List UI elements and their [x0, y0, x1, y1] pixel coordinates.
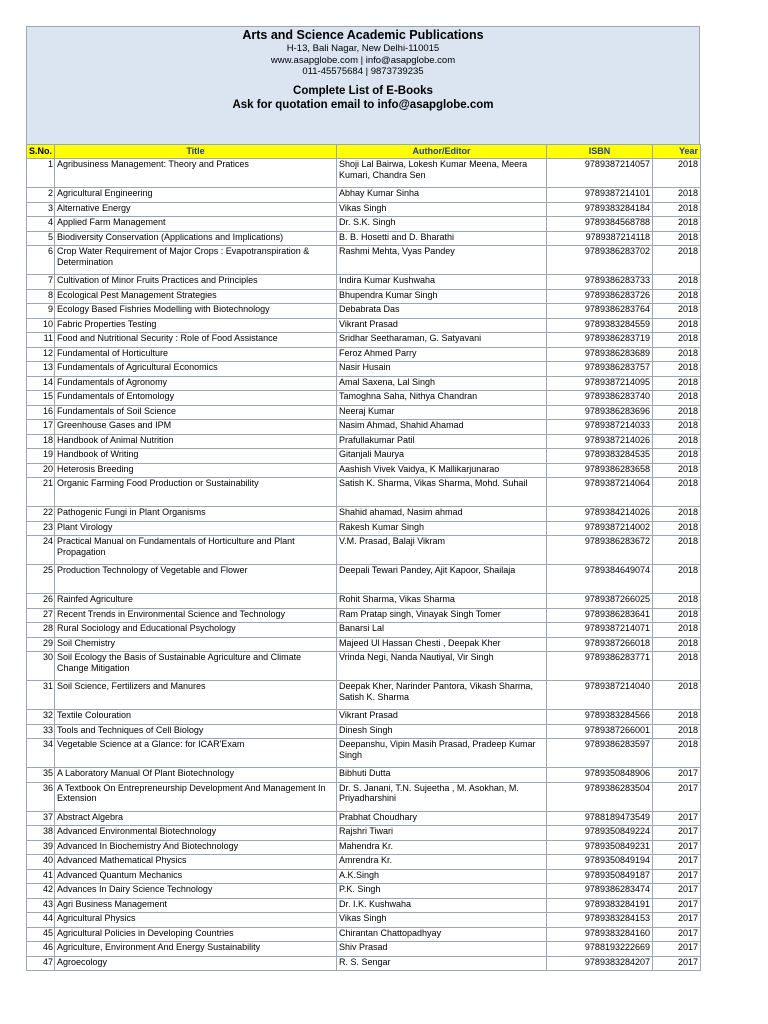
cell-year: 2018	[653, 188, 701, 203]
publisher-name: Arts and Science Academic Publications	[242, 28, 484, 42]
cell-year: 2018	[653, 304, 701, 319]
table-row	[27, 347, 701, 362]
cell-sno: 8	[27, 289, 55, 304]
publisher-header	[26, 26, 700, 144]
table-row	[27, 855, 701, 870]
cell-author: Bibhuti Dutta	[337, 768, 547, 783]
cell-title: Organic Farming Food Production or Sustainability	[55, 478, 337, 507]
cell-isbn: 9789384568788	[547, 217, 653, 232]
cell-year: 2017	[653, 898, 701, 913]
table-row	[27, 246, 701, 275]
cell-year: 2018	[653, 724, 701, 739]
cell-title: Handbook of Writing	[55, 449, 337, 464]
table-row	[27, 362, 701, 377]
cell-isbn: 9789384649074	[547, 565, 653, 594]
table-row	[27, 782, 701, 811]
table-row	[27, 594, 701, 609]
column-header-author: Author/Editor	[337, 145, 547, 159]
table-row	[27, 521, 701, 536]
cell-sno: 41	[27, 869, 55, 884]
cell-sno: 20	[27, 463, 55, 478]
cell-title: Advanced Environmental Biotechnology	[55, 826, 337, 841]
cell-author: Dinesh Singh	[337, 724, 547, 739]
cell-author: Shahid ahamad, Nasim ahmad	[337, 507, 547, 522]
cell-title: Pathogenic Fungi in Plant Organisms	[55, 507, 337, 522]
cell-isbn: 9789383284191	[547, 898, 653, 913]
cell-isbn: 9789387214064	[547, 478, 653, 507]
table-row	[27, 304, 701, 319]
cell-year: 2018	[653, 289, 701, 304]
cell-sno: 43	[27, 898, 55, 913]
table-row	[27, 826, 701, 841]
cell-title: Soil Ecology the Basis of Sustainable Agriculture and Climate Change Mitigation	[55, 652, 337, 681]
cell-author: Vikrant Prasad	[337, 710, 547, 725]
table-row	[27, 956, 701, 971]
cell-year: 2017	[653, 826, 701, 841]
cell-sno: 28	[27, 623, 55, 638]
cell-sno: 2	[27, 188, 55, 203]
cell-title: Plant Virology	[55, 521, 337, 536]
cell-isbn: 9789386283719	[547, 333, 653, 348]
cell-isbn: 9789387266001	[547, 724, 653, 739]
cell-sno: 45	[27, 927, 55, 942]
cell-author: Amrendra Kr.	[337, 855, 547, 870]
cell-isbn: 9789383284160	[547, 927, 653, 942]
table-row	[27, 376, 701, 391]
cell-author: Gitanjali Maurya	[337, 449, 547, 464]
cell-sno: 22	[27, 507, 55, 522]
ebook-list-sheet	[26, 26, 700, 971]
cell-title: Abstract Algebra	[55, 811, 337, 826]
table-row	[27, 724, 701, 739]
ebook-table	[26, 144, 701, 971]
cell-sno: 26	[27, 594, 55, 609]
cell-year: 2018	[653, 231, 701, 246]
cell-sno: 29	[27, 637, 55, 652]
cell-title: Agroecology	[55, 956, 337, 971]
cell-title: Production Technology of Vegetable and Flower	[55, 565, 337, 594]
table-row	[27, 623, 701, 638]
cell-sno: 32	[27, 710, 55, 725]
table-row	[27, 710, 701, 725]
cell-sno: 37	[27, 811, 55, 826]
cell-author: Vrinda Negi, Nanda Nautiyal, Vir Singh	[337, 652, 547, 681]
publisher-web: www.asapglobe.com | info@asapglobe.com	[270, 54, 456, 66]
cell-author: Amal Saxena, Lal Singh	[337, 376, 547, 391]
table-row	[27, 159, 701, 188]
cell-title: Agricultural Engineering	[55, 188, 337, 203]
table-row	[27, 652, 701, 681]
cell-title: Soil Chemistry	[55, 637, 337, 652]
cell-author: P.K. Singh	[337, 884, 547, 899]
cell-year: 2017	[653, 913, 701, 928]
table-row	[27, 202, 701, 217]
cell-author: Neeraj Kumar	[337, 405, 547, 420]
cell-sno: 3	[27, 202, 55, 217]
cell-isbn: 9789350849231	[547, 840, 653, 855]
cell-sno: 23	[27, 521, 55, 536]
cell-year: 2018	[653, 420, 701, 435]
column-header-sno: S.No.	[27, 145, 55, 159]
cell-year: 2018	[653, 391, 701, 406]
cell-sno: 44	[27, 913, 55, 928]
cell-year: 2018	[653, 507, 701, 522]
cell-title: Agricultural Policies in Developing Countries	[55, 927, 337, 942]
cell-year: 2017	[653, 768, 701, 783]
cell-sno: 5	[27, 231, 55, 246]
table-header-row	[27, 145, 701, 159]
cell-title: Fundamentals of Agronomy	[55, 376, 337, 391]
cell-sno: 15	[27, 391, 55, 406]
cell-isbn: 9789387214040	[547, 681, 653, 710]
cell-author: Tamoghna Saha, Nithya Chandran	[337, 391, 547, 406]
cell-author: Satish K. Sharma, Vikas Sharma, Mohd. Suhail	[337, 478, 547, 507]
cell-author: Rajshri Tiwari	[337, 826, 547, 841]
cell-title: A Textbook On Entrepreneurship Development And Management In Extension	[55, 782, 337, 811]
cell-isbn: 9789386283764	[547, 304, 653, 319]
cell-year: 2018	[653, 594, 701, 609]
cell-year: 2018	[653, 376, 701, 391]
table-row	[27, 811, 701, 826]
cell-title: Fundamentals of Soil Science	[55, 405, 337, 420]
cell-isbn: 9789386283672	[547, 536, 653, 565]
cell-sno: 30	[27, 652, 55, 681]
column-header-year: Year	[653, 145, 701, 159]
cell-isbn: 9789386283702	[547, 246, 653, 275]
cell-author: Bhupendra Kumar Singh	[337, 289, 547, 304]
cell-isbn: 9789386283696	[547, 405, 653, 420]
publisher-address: H-13, Bali Nagar, New Delhi-110015	[286, 43, 440, 54]
cell-sno: 36	[27, 782, 55, 811]
cell-author: Prafullakumar Patil	[337, 434, 547, 449]
cell-sno: 47	[27, 956, 55, 971]
cell-year: 2017	[653, 840, 701, 855]
table-row	[27, 507, 701, 522]
cell-year: 2017	[653, 855, 701, 870]
column-header-isbn: ISBN	[547, 145, 653, 159]
cell-title: Agricultural Physics	[55, 913, 337, 928]
cell-isbn: 9789387266018	[547, 637, 653, 652]
quotation-note: Ask for quotation email to info@asapglobe.com	[232, 98, 494, 111]
cell-sno: 19	[27, 449, 55, 464]
table-row	[27, 768, 701, 783]
cell-author: Nasim Ahmad, Shahid Ahamad	[337, 420, 547, 435]
cell-year: 2018	[653, 681, 701, 710]
cell-isbn: 9789350849224	[547, 826, 653, 841]
cell-year: 2018	[653, 217, 701, 232]
cell-title: Alternative Energy	[55, 202, 337, 217]
cell-title: Heterosis Breeding	[55, 463, 337, 478]
table-row	[27, 840, 701, 855]
cell-isbn: 9789387266025	[547, 594, 653, 609]
cell-isbn: 9789383284184	[547, 202, 653, 217]
cell-title: Fundamentals of Agricultural Economics	[55, 362, 337, 377]
cell-year: 2017	[653, 811, 701, 826]
cell-title: Ecology Based Fishries Modelling with Biotechnology	[55, 304, 337, 319]
cell-sno: 33	[27, 724, 55, 739]
cell-author: Abhay Kumar Sinha	[337, 188, 547, 203]
table-row	[27, 637, 701, 652]
cell-title: Greenhouse Gases and IPM	[55, 420, 337, 435]
cell-title: Agri Business Management	[55, 898, 337, 913]
cell-sno: 10	[27, 318, 55, 333]
table-row	[27, 318, 701, 333]
cell-isbn: 9789387214002	[547, 521, 653, 536]
list-title: Complete List of E-Books	[293, 84, 433, 97]
cell-title: Fundamental of Horticulture	[55, 347, 337, 362]
cell-year: 2018	[653, 637, 701, 652]
table-row	[27, 231, 701, 246]
cell-title: Ecological Pest Management Strategies	[55, 289, 337, 304]
cell-isbn: 9789386283757	[547, 362, 653, 377]
cell-sno: 11	[27, 333, 55, 348]
cell-title: Cultivation of Minor Fruits Practices and Principles	[55, 275, 337, 290]
cell-year: 2018	[653, 608, 701, 623]
cell-author: A.K.Singh	[337, 869, 547, 884]
cell-sno: 21	[27, 478, 55, 507]
cell-year: 2017	[653, 884, 701, 899]
cell-author: Rakesh Kumar Singh	[337, 521, 547, 536]
cell-author: Chirantan Chattopadhyay	[337, 927, 547, 942]
cell-author: Nasir Husain	[337, 362, 547, 377]
cell-title: Tools and Techniques of Cell Biology	[55, 724, 337, 739]
cell-author: Rohit Sharma, Vikas Sharma	[337, 594, 547, 609]
cell-year: 2018	[653, 739, 701, 768]
cell-author: Vikrant Prasad	[337, 318, 547, 333]
cell-title: Advanced In Biochemistry And Biotechnology	[55, 840, 337, 855]
cell-isbn: 9789386283771	[547, 652, 653, 681]
cell-title: Fabric Properties Testing	[55, 318, 337, 333]
table-row	[27, 391, 701, 406]
cell-year: 2018	[653, 333, 701, 348]
cell-year: 2018	[653, 521, 701, 536]
cell-sno: 31	[27, 681, 55, 710]
cell-year: 2018	[653, 159, 701, 188]
cell-year: 2018	[653, 434, 701, 449]
cell-year: 2018	[653, 202, 701, 217]
cell-author: Vikas Singh	[337, 913, 547, 928]
table-row	[27, 420, 701, 435]
cell-author: Dr. I.K. Kushwaha	[337, 898, 547, 913]
cell-year: 2018	[653, 710, 701, 725]
table-row	[27, 536, 701, 565]
cell-author: V.M. Prasad, Balaji Vikram	[337, 536, 547, 565]
cell-title: Crop Water Requirement of Major Crops : Evapotranspiration & Determination	[55, 246, 337, 275]
table-row	[27, 275, 701, 290]
cell-author: Prabhat Choudhary	[337, 811, 547, 826]
cell-sno: 14	[27, 376, 55, 391]
cell-sno: 39	[27, 840, 55, 855]
cell-title: Textile Colouration	[55, 710, 337, 725]
cell-year: 2017	[653, 942, 701, 957]
cell-year: 2018	[653, 652, 701, 681]
cell-author: Aashish Vivek Vaidya, K Mallikarjunarao	[337, 463, 547, 478]
cell-title: Agriculture, Environment And Energy Sustainability	[55, 942, 337, 957]
cell-author: Deepali Tewari Pandey, Ajit Kapoor, Shailaja	[337, 565, 547, 594]
cell-author: Deepak Kher, Narinder Pantora, Vikash Sharma, Satish K. Sharma	[337, 681, 547, 710]
cell-sno: 9	[27, 304, 55, 319]
cell-title: Advanced Mathematical Physics	[55, 855, 337, 870]
cell-author: Dr. S. Janani, T.N. Sujeetha , M. Asokhan, M. Priyadharshini	[337, 782, 547, 811]
table-row	[27, 565, 701, 594]
cell-title: Food and Nutritional Security : Role of Food Assistance	[55, 333, 337, 348]
cell-year: 2018	[653, 478, 701, 507]
cell-author: Banarsi Lal	[337, 623, 547, 638]
cell-isbn: 9788189473549	[547, 811, 653, 826]
cell-year: 2017	[653, 869, 701, 884]
cell-author: Indira Kumar Kushwaha	[337, 275, 547, 290]
table-row	[27, 289, 701, 304]
cell-isbn: 9789383284153	[547, 913, 653, 928]
cell-isbn: 9788193222669	[547, 942, 653, 957]
cell-author: Ram Pratap singh, Vinayak Singh Tomer	[337, 608, 547, 623]
cell-sno: 24	[27, 536, 55, 565]
cell-title: Rainfed Agriculture	[55, 594, 337, 609]
cell-year: 2018	[653, 347, 701, 362]
cell-isbn: 9789386283689	[547, 347, 653, 362]
cell-isbn: 9789387214026	[547, 434, 653, 449]
cell-sno: 17	[27, 420, 55, 435]
cell-isbn: 9789386283641	[547, 608, 653, 623]
cell-isbn: 9789386283733	[547, 275, 653, 290]
cell-isbn: 9789384214026	[547, 507, 653, 522]
table-row	[27, 478, 701, 507]
cell-sno: 38	[27, 826, 55, 841]
cell-year: 2018	[653, 318, 701, 333]
cell-title: Recent Trends in Environmental Science and Technology	[55, 608, 337, 623]
cell-isbn: 9789387214057	[547, 159, 653, 188]
cell-author: B. B. Hosetti and D. Bharathi	[337, 231, 547, 246]
table-row	[27, 463, 701, 478]
cell-year: 2018	[653, 536, 701, 565]
cell-sno: 1	[27, 159, 55, 188]
column-header-title: Title	[55, 145, 337, 159]
cell-title: Vegetable Science at a Glance: for ICAR'Exam	[55, 739, 337, 768]
table-row	[27, 188, 701, 203]
cell-sno: 40	[27, 855, 55, 870]
cell-sno: 25	[27, 565, 55, 594]
table-row	[27, 681, 701, 710]
table-row	[27, 869, 701, 884]
cell-title: Practical Manual on Fundamentals of Horticulture and Plant Propagation	[55, 536, 337, 565]
table-row	[27, 927, 701, 942]
table-row	[27, 217, 701, 232]
cell-author: Vikas Singh	[337, 202, 547, 217]
table-row	[27, 449, 701, 464]
cell-isbn: 9789386283474	[547, 884, 653, 899]
cell-author: Shiv Prasad	[337, 942, 547, 957]
cell-isbn: 9789386283504	[547, 782, 653, 811]
cell-author: Feroz Ahmed Parry	[337, 347, 547, 362]
table-row	[27, 405, 701, 420]
cell-sno: 27	[27, 608, 55, 623]
cell-year: 2017	[653, 927, 701, 942]
table-row	[27, 884, 701, 899]
table-row	[27, 333, 701, 348]
cell-isbn: 9789387214095	[547, 376, 653, 391]
cell-title: Advances In Dairy Science Technology	[55, 884, 337, 899]
publisher-phone: 011-45575684 | 9873739235	[302, 66, 424, 77]
cell-title: Applied Farm Management	[55, 217, 337, 232]
cell-author: Mahendra Kr.	[337, 840, 547, 855]
cell-author: R. S. Sengar	[337, 956, 547, 971]
cell-title: Advanced Quantum Mechanics	[55, 869, 337, 884]
cell-author: Majeed Ul Hassan Chesti , Deepak Kher	[337, 637, 547, 652]
cell-isbn: 9789386283740	[547, 391, 653, 406]
cell-title: Rural Sociology and Educational Psychology	[55, 623, 337, 638]
cell-author: Dr. S.K. Singh	[337, 217, 547, 232]
cell-isbn: 9789383284566	[547, 710, 653, 725]
cell-isbn: 9789387214118	[547, 231, 653, 246]
cell-author: Rashmi Mehta, Vyas Pandey	[337, 246, 547, 275]
cell-title: Soil Science, Fertilizers and Manures	[55, 681, 337, 710]
cell-isbn: 9789350849187	[547, 869, 653, 884]
cell-isbn: 9789383284207	[547, 956, 653, 971]
cell-year: 2017	[653, 956, 701, 971]
cell-author: Sridhar Seetharaman, G. Satyavani	[337, 333, 547, 348]
cell-sno: 7	[27, 275, 55, 290]
cell-isbn: 9789383284559	[547, 318, 653, 333]
cell-sno: 16	[27, 405, 55, 420]
cell-sno: 34	[27, 739, 55, 768]
cell-sno: 35	[27, 768, 55, 783]
cell-year: 2018	[653, 463, 701, 478]
cell-title: Handbook of Animal Nutrition	[55, 434, 337, 449]
cell-year: 2018	[653, 246, 701, 275]
cell-author: Debabrata Das	[337, 304, 547, 319]
table-row	[27, 739, 701, 768]
cell-year: 2018	[653, 623, 701, 638]
cell-isbn: 9789383284535	[547, 449, 653, 464]
cell-title: A Laboratory Manual Of Plant Biotechnology	[55, 768, 337, 783]
cell-isbn: 9789350849194	[547, 855, 653, 870]
cell-sno: 12	[27, 347, 55, 362]
table-row	[27, 913, 701, 928]
cell-author: Deepanshu, Vipin Masih Prasad, Pradeep Kumar Singh	[337, 739, 547, 768]
cell-year: 2018	[653, 362, 701, 377]
table-row	[27, 942, 701, 957]
cell-sno: 13	[27, 362, 55, 377]
cell-sno: 42	[27, 884, 55, 899]
cell-isbn: 9789387214071	[547, 623, 653, 638]
cell-isbn: 9789386283726	[547, 289, 653, 304]
cell-isbn: 9789387214101	[547, 188, 653, 203]
cell-year: 2018	[653, 405, 701, 420]
cell-isbn: 9789386283597	[547, 739, 653, 768]
cell-sno: 18	[27, 434, 55, 449]
cell-year: 2018	[653, 565, 701, 594]
table-row	[27, 434, 701, 449]
cell-title: Biodiversity Conservation (Applications and Implications)	[55, 231, 337, 246]
cell-sno: 46	[27, 942, 55, 957]
cell-author: Shoji Lal Bairwa, Lokesh Kumar Meena, Meera Kumari, Chandra Sen	[337, 159, 547, 188]
cell-isbn: 9789387214033	[547, 420, 653, 435]
cell-title: Fundamentals of Entomology	[55, 391, 337, 406]
cell-isbn: 9789386283658	[547, 463, 653, 478]
cell-title: Agribusiness Management: Theory and Pratices	[55, 159, 337, 188]
cell-sno: 6	[27, 246, 55, 275]
cell-year: 2018	[653, 275, 701, 290]
cell-isbn: 9789350848906	[547, 768, 653, 783]
table-row	[27, 608, 701, 623]
cell-sno: 4	[27, 217, 55, 232]
cell-year: 2018	[653, 449, 701, 464]
table-row	[27, 898, 701, 913]
cell-year: 2017	[653, 782, 701, 811]
